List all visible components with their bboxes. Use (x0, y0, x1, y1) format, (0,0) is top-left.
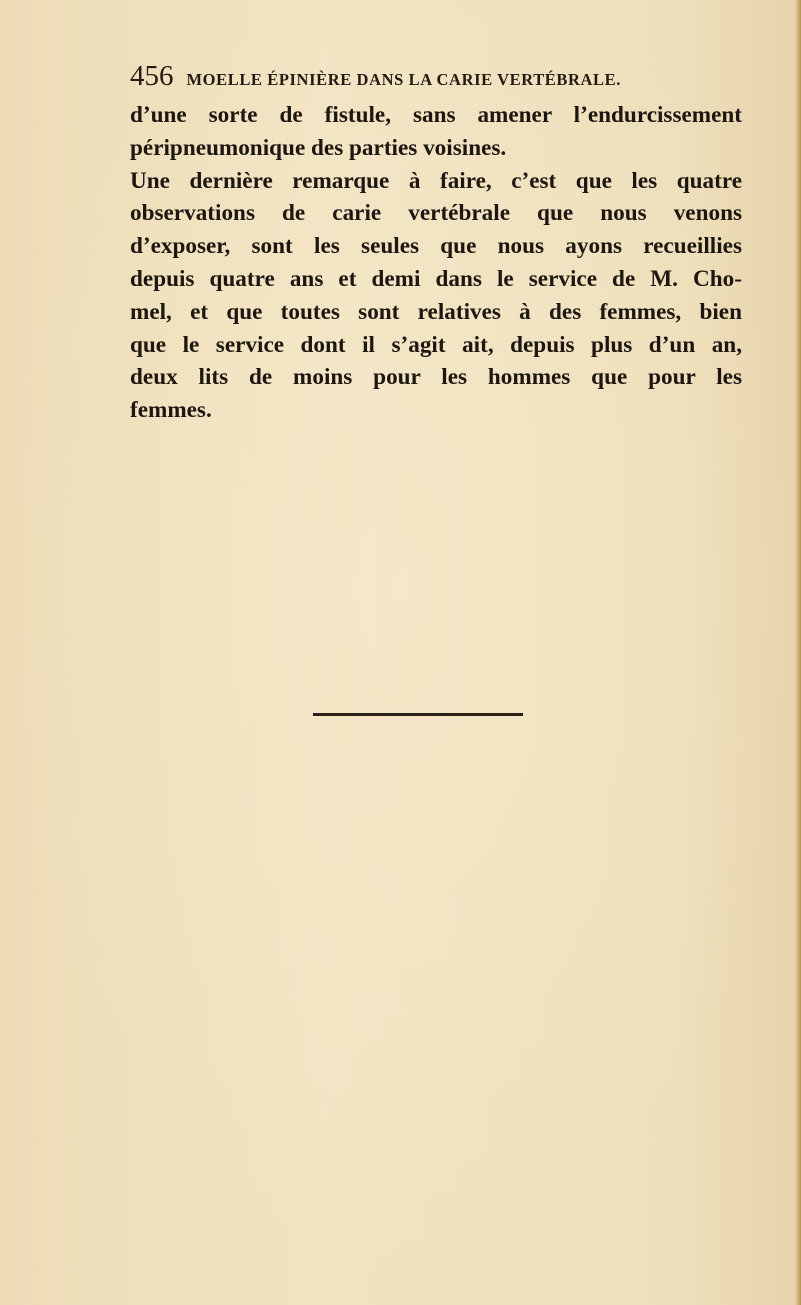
page-number: 456 (130, 60, 174, 92)
text-line: que le service dont il s’agit ait, depuis plus d’un an, (130, 331, 742, 358)
page-edge (795, 0, 801, 1305)
section-divider (313, 713, 523, 716)
text-line: depuis quatre ans et demi dans le service de M. Cho- (130, 265, 742, 292)
running-title: MOELLE ÉPINIÈRE DANS LA CARIE VERTÉBRALE. (186, 70, 621, 89)
text-line: péripneumonique des parties voisines. (130, 134, 507, 161)
text-line: deux lits de moins pour les hommes que pour les (130, 364, 742, 391)
text-line: Une dernière remarque à faire, c’est que les quatre (130, 167, 742, 194)
text-line: d’exposer, sont les seules que nous ayons recueillies (130, 233, 742, 260)
text-line: mel, et que toutes sont relatives à des femmes, bien (130, 298, 742, 325)
text-line: observations de carie vertébrale que nous venons (130, 200, 742, 227)
page-header (130, 60, 710, 100)
text-line: d’une sorte de fistule, sans amener l’endurcissement (130, 102, 742, 128)
text-line: femmes. (130, 397, 212, 424)
body-text (130, 99, 742, 427)
